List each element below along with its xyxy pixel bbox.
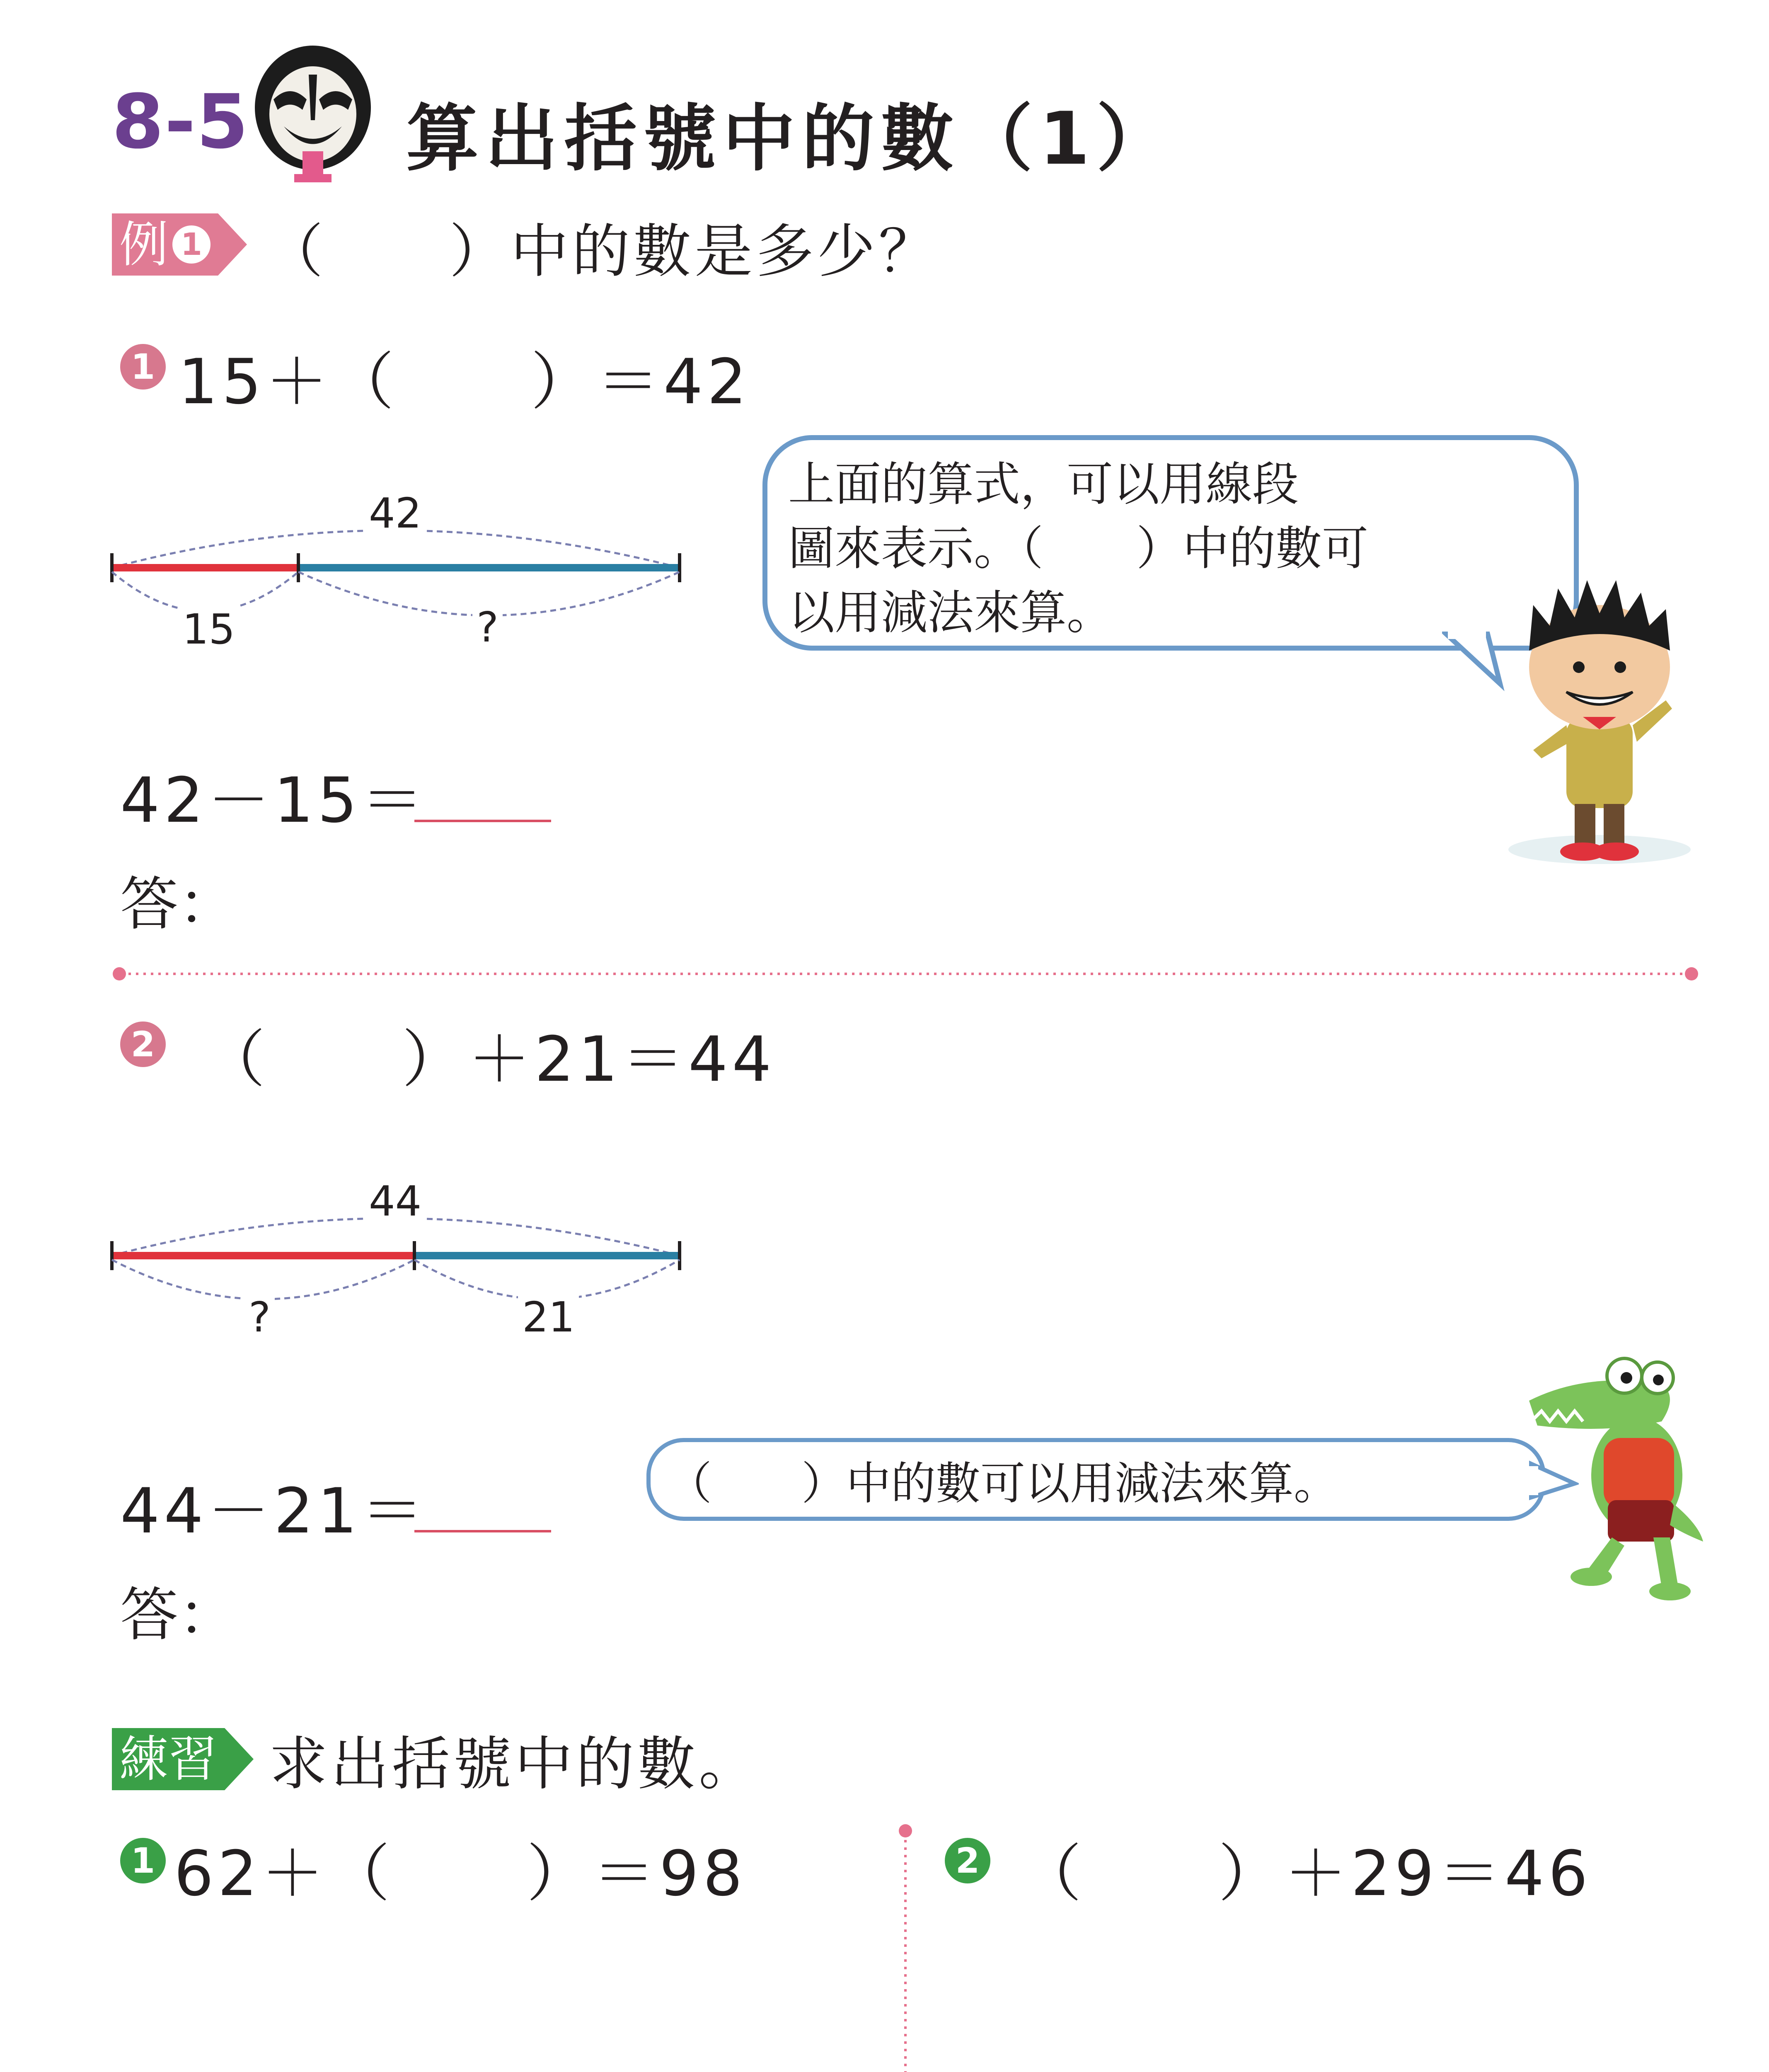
lesson-number: 8-5 [112,79,249,165]
problem2-answer-blank[interactable] [414,1530,551,1532]
practice-tag [112,1728,254,1790]
diagram2-total-label: 44 [365,1177,426,1225]
problem2-answer-label: 答： [120,1581,237,1649]
problem1-answer-blank[interactable] [414,820,551,822]
example-tag-label: 例 [119,216,169,273]
practice-instruction: 求出括號中的數。 [269,1731,760,1798]
boy-speech-bubble [762,435,1579,651]
example-question: （ ）中的數是多少？ [265,218,940,286]
problem1-bullet: 1 [120,344,166,390]
bubble-croc-text: （ ）中的數可以用減法來算。 [667,1457,1339,1510]
bubble-boy-line1: 上面的算式，可以用線段 [788,457,1299,511]
practice-divider [897,1823,914,2072]
bubble-boy-line2: 圖來表示。（ ）中的數可 [788,522,1368,576]
diagram2-unknown-label: ? [244,1293,275,1341]
opera-mask-face-icon [244,37,381,186]
lesson-title: 算出括號中的數（1） [406,97,1176,181]
diagram1-total-label: 42 [365,489,426,537]
practice2-equation: （ ）＋29＝46 [1019,1838,1592,1910]
practice-tag-label: 練習 [119,1731,218,1788]
problem1-answer-label: 答： [120,871,237,938]
example-tag [112,213,247,276]
problem1-equation: 15＋（ ）＝42 [178,346,751,418]
problem2-calc: 44－21＝ [120,1475,428,1547]
practice1-equation: 62＋（ ）＝98 [174,1838,747,1910]
diagram1-unknown-label: ? [472,603,503,651]
bubble-boy-line3: 以用減法來算。 [788,586,1113,640]
practice2-bullet: 2 [945,1838,990,1883]
diagram2-known-label: 21 [518,1293,579,1341]
diagram1-known-label: 15 [178,605,239,654]
crocodile-character-icon [1504,1339,1703,1612]
problem2-bullet: 2 [120,1021,166,1067]
problem1-calc: 42－15＝ [120,765,428,837]
crocodile-speech-bubble [646,1438,1546,1521]
practice1-bullet: 1 [120,1838,166,1883]
problem2-equation: （ ）＋21＝44 [203,1024,776,1096]
example-tag-number: 1 [172,225,211,264]
boy-character-icon [1483,543,1716,866]
section-divider [112,966,1699,982]
